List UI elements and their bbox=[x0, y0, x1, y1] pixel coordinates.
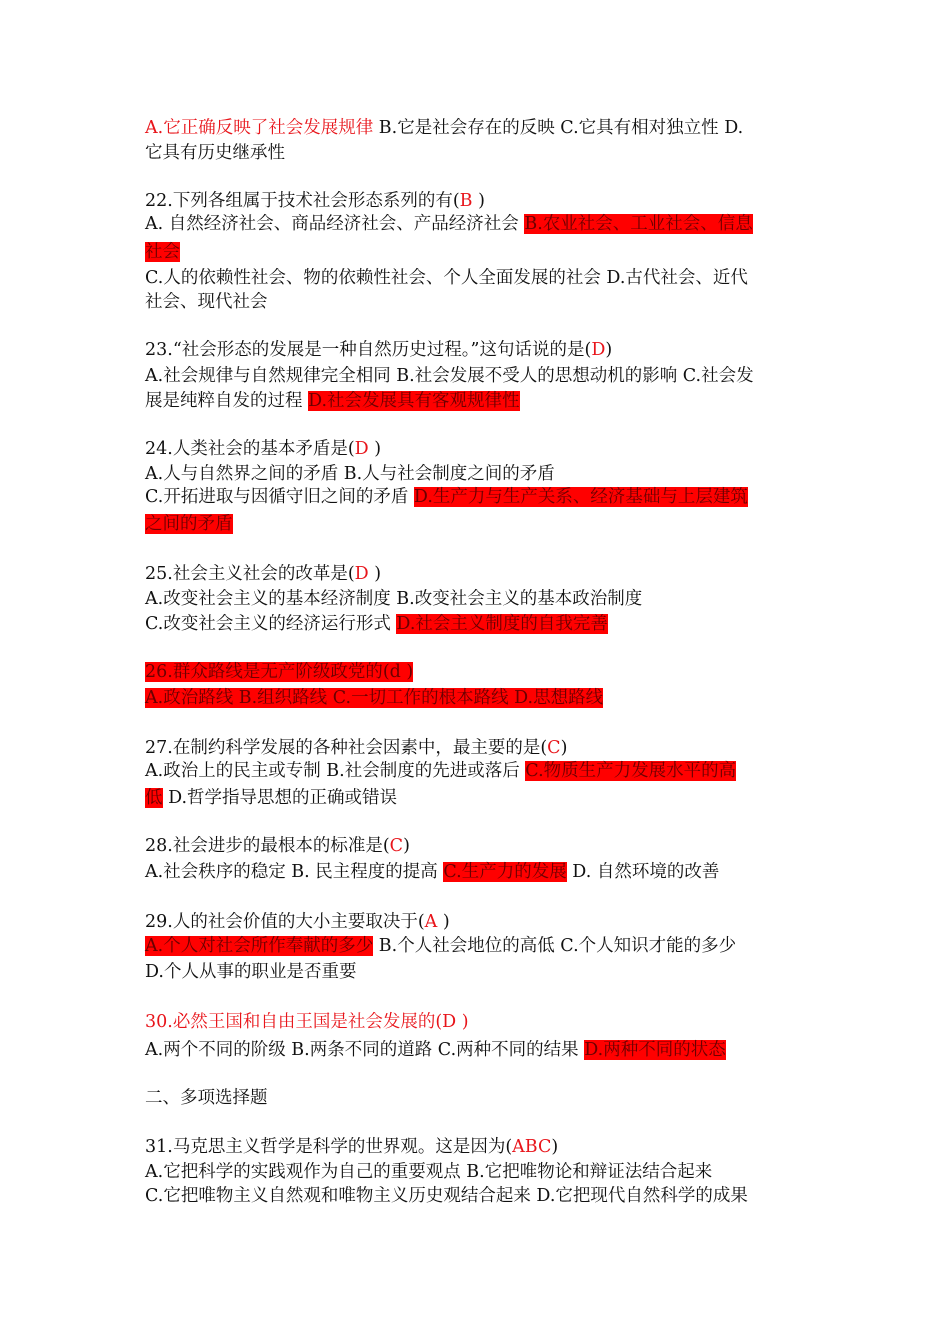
q30-option-b: B.两条不同的道路 bbox=[291, 1040, 433, 1060]
q22-option-a: A. 自然经济社会、商品经济社会、产品经济社会 bbox=[145, 214, 519, 234]
q21-option-d-part2: 它具有历史继承性 bbox=[145, 143, 285, 163]
q29-option-d: D.个人从事的职业是否重要 bbox=[145, 962, 357, 982]
q27-question: 27.在制约科学发展的各种社会因素中，最主要的是(C) bbox=[145, 738, 568, 758]
q22-options-line4 bbox=[145, 290, 810, 314]
q23-option-d-highlight: D.社会发展具有客观规律性 bbox=[308, 391, 520, 411]
q30-question: 30.必然王国和自由王国是社会发展的(D ) bbox=[145, 1012, 469, 1032]
q30-option-d-highlight: D.两种不同的状态 bbox=[584, 1040, 726, 1060]
q24-answer: D bbox=[354, 439, 369, 459]
q25-question: 25.社会主义社会的改革是(D ) bbox=[145, 564, 382, 584]
q23-question: 23.“社会形态的发展是一种自然历史过程。”这句话说的是(D) bbox=[145, 340, 613, 360]
q22-question: 22.下列各组属于技术社会形态系列的有(B ) bbox=[145, 191, 485, 211]
q26-options-highlight: A.政治路线 B.组织路线 C.一切工作的根本路线 D.思想路线 bbox=[145, 688, 604, 708]
q31-option-a: A.它把科学的实践观作为自己的重要观点 bbox=[145, 1162, 461, 1182]
q28-option-d: D. 自然环境的改善 bbox=[572, 862, 720, 882]
q29-option-b: B.个人社会地位的高低 bbox=[378, 936, 555, 956]
q24-option-d-highlight: D.生产力与生产关系、经济基础与上层建筑 bbox=[413, 487, 748, 507]
q28-option-b: B. 民主程度的提高 bbox=[291, 862, 438, 882]
q27-option-a: A.政治上的民主或专制 bbox=[145, 761, 321, 781]
q27-answer: C bbox=[547, 738, 561, 758]
q24-options-line2 bbox=[145, 485, 810, 509]
q25-option-d-highlight: D.社会主义制度的自我完善 bbox=[396, 614, 608, 634]
q28-option-c-highlight: C.生产力的发展 bbox=[443, 862, 567, 882]
q24-option-b: B.人与社会制度之间的矛盾 bbox=[343, 464, 555, 484]
q22-option-d-part1: D.古代社会、近代 bbox=[606, 268, 748, 288]
q31-option-d: D.它把现代自然科学的成果 bbox=[536, 1186, 748, 1206]
q30-option-a: A.两个不同的阶级 bbox=[145, 1040, 286, 1060]
q21-options-line1 bbox=[145, 116, 810, 140]
q22-option-b-highlight: B.农业社会、工业社会、信息 bbox=[524, 214, 753, 234]
section-heading: 二、多项选择题 bbox=[145, 1088, 268, 1108]
q24-option-d-highlight-cont: 之间的矛盾 bbox=[145, 514, 233, 534]
q31-question: 31.马克思主义哲学是科学的世界观。这是因为(ABC) bbox=[145, 1137, 559, 1157]
q23-options-line2 bbox=[145, 389, 810, 413]
q21-option-d-part1: D. bbox=[724, 118, 744, 138]
q26-question bbox=[145, 660, 810, 684]
q25-option-c: C.改变社会主义的经济运行形式 bbox=[145, 614, 391, 634]
q22-options-line3 bbox=[145, 266, 810, 290]
q25-options-line1 bbox=[145, 587, 810, 611]
q22-answer: B bbox=[459, 191, 473, 211]
q24-option-c: C.开拓进取与因循守旧之间的矛盾 bbox=[145, 487, 409, 507]
q21-option-c: C.它具有相对独立性 bbox=[560, 118, 719, 138]
q28-options bbox=[145, 860, 810, 884]
q21-options-line2 bbox=[145, 141, 810, 165]
q27-option-b: B.社会制度的先进或落后 bbox=[326, 761, 520, 781]
q30-options bbox=[145, 1038, 810, 1062]
q23-option-a: A.社会规律与自然规律完全相同 bbox=[145, 366, 391, 386]
q26-options bbox=[145, 686, 810, 710]
q23-option-c-part1: C.社会发 bbox=[682, 366, 754, 386]
q31-answer: ABC bbox=[512, 1137, 552, 1157]
q22-option-d-part2: 社会、现代社会 bbox=[145, 292, 268, 312]
q25-answer: D bbox=[354, 564, 369, 584]
q29-question: 29.人的社会价值的大小主要取决于(A ) bbox=[145, 912, 450, 932]
q27-option-c-highlight: C.物质生产力发展水平的高 bbox=[525, 761, 737, 781]
q29-options-line1 bbox=[145, 934, 810, 958]
q29-option-a-highlight: A.个人对社会所作奉献的多少 bbox=[145, 936, 374, 956]
q28-answer: C bbox=[389, 836, 404, 856]
q24-question: 24.人类社会的基本矛盾是(D ) bbox=[145, 439, 382, 459]
q23-answer: D bbox=[591, 340, 606, 360]
q21-option-b: B.它是社会存在的反映 bbox=[378, 118, 555, 138]
q31-option-c: C.它把唯物主义自然观和唯物主义历史观结合起来 bbox=[145, 1186, 531, 1206]
q31-option-b: B.它把唯物论和辩证法结合起来 bbox=[466, 1162, 713, 1182]
q23-options-line1 bbox=[145, 364, 810, 388]
q27-option-c-highlight-cont: 低 bbox=[145, 788, 163, 808]
q25-options-line2 bbox=[145, 612, 810, 636]
q22-option-c: C.人的依赖性社会、物的依赖性社会、个人全面发展的社会 bbox=[145, 268, 601, 288]
q24-option-a: A.人与自然界之间的矛盾 bbox=[145, 464, 339, 484]
q28-question: 28.社会进步的最根本的标准是(C) bbox=[145, 836, 410, 856]
q25-option-a: A.改变社会主义的基本经济制度 bbox=[145, 589, 391, 609]
q23-option-c-part2: 展是纯粹自发的过程 bbox=[145, 391, 303, 411]
q27-options-line1 bbox=[145, 759, 810, 783]
q28-option-a: A.社会秩序的稳定 bbox=[145, 862, 286, 882]
q31-options-line2 bbox=[145, 1184, 810, 1208]
q22-options-line2 bbox=[145, 240, 810, 264]
q26-question-highlight: 26.群众路线是无产阶级政党的(d ) bbox=[145, 662, 414, 682]
q25-option-b: B.改变社会主义的基本政治制度 bbox=[396, 589, 643, 609]
q29-options-line2 bbox=[145, 960, 810, 984]
q22-options-line1 bbox=[145, 212, 810, 236]
q24-options-line3 bbox=[145, 512, 810, 536]
q31-options-line1 bbox=[145, 1160, 810, 1184]
q21-option-a: A.它正确反映了社会发展规律 bbox=[145, 118, 374, 138]
q22-option-b-highlight-cont: 社会 bbox=[145, 242, 180, 262]
q23-option-b: B.社会发展不受人的思想动机的影响 bbox=[396, 366, 678, 386]
q29-option-c: C.个人知识才能的多少 bbox=[560, 936, 737, 956]
q27-option-d: D.哲学指导思想的正确或错误 bbox=[168, 788, 398, 808]
q29-answer: A bbox=[424, 912, 438, 932]
q30-option-c: C.两种不同的结果 bbox=[437, 1040, 579, 1060]
q27-options-line2 bbox=[145, 786, 810, 810]
q24-options-line1 bbox=[145, 462, 810, 486]
